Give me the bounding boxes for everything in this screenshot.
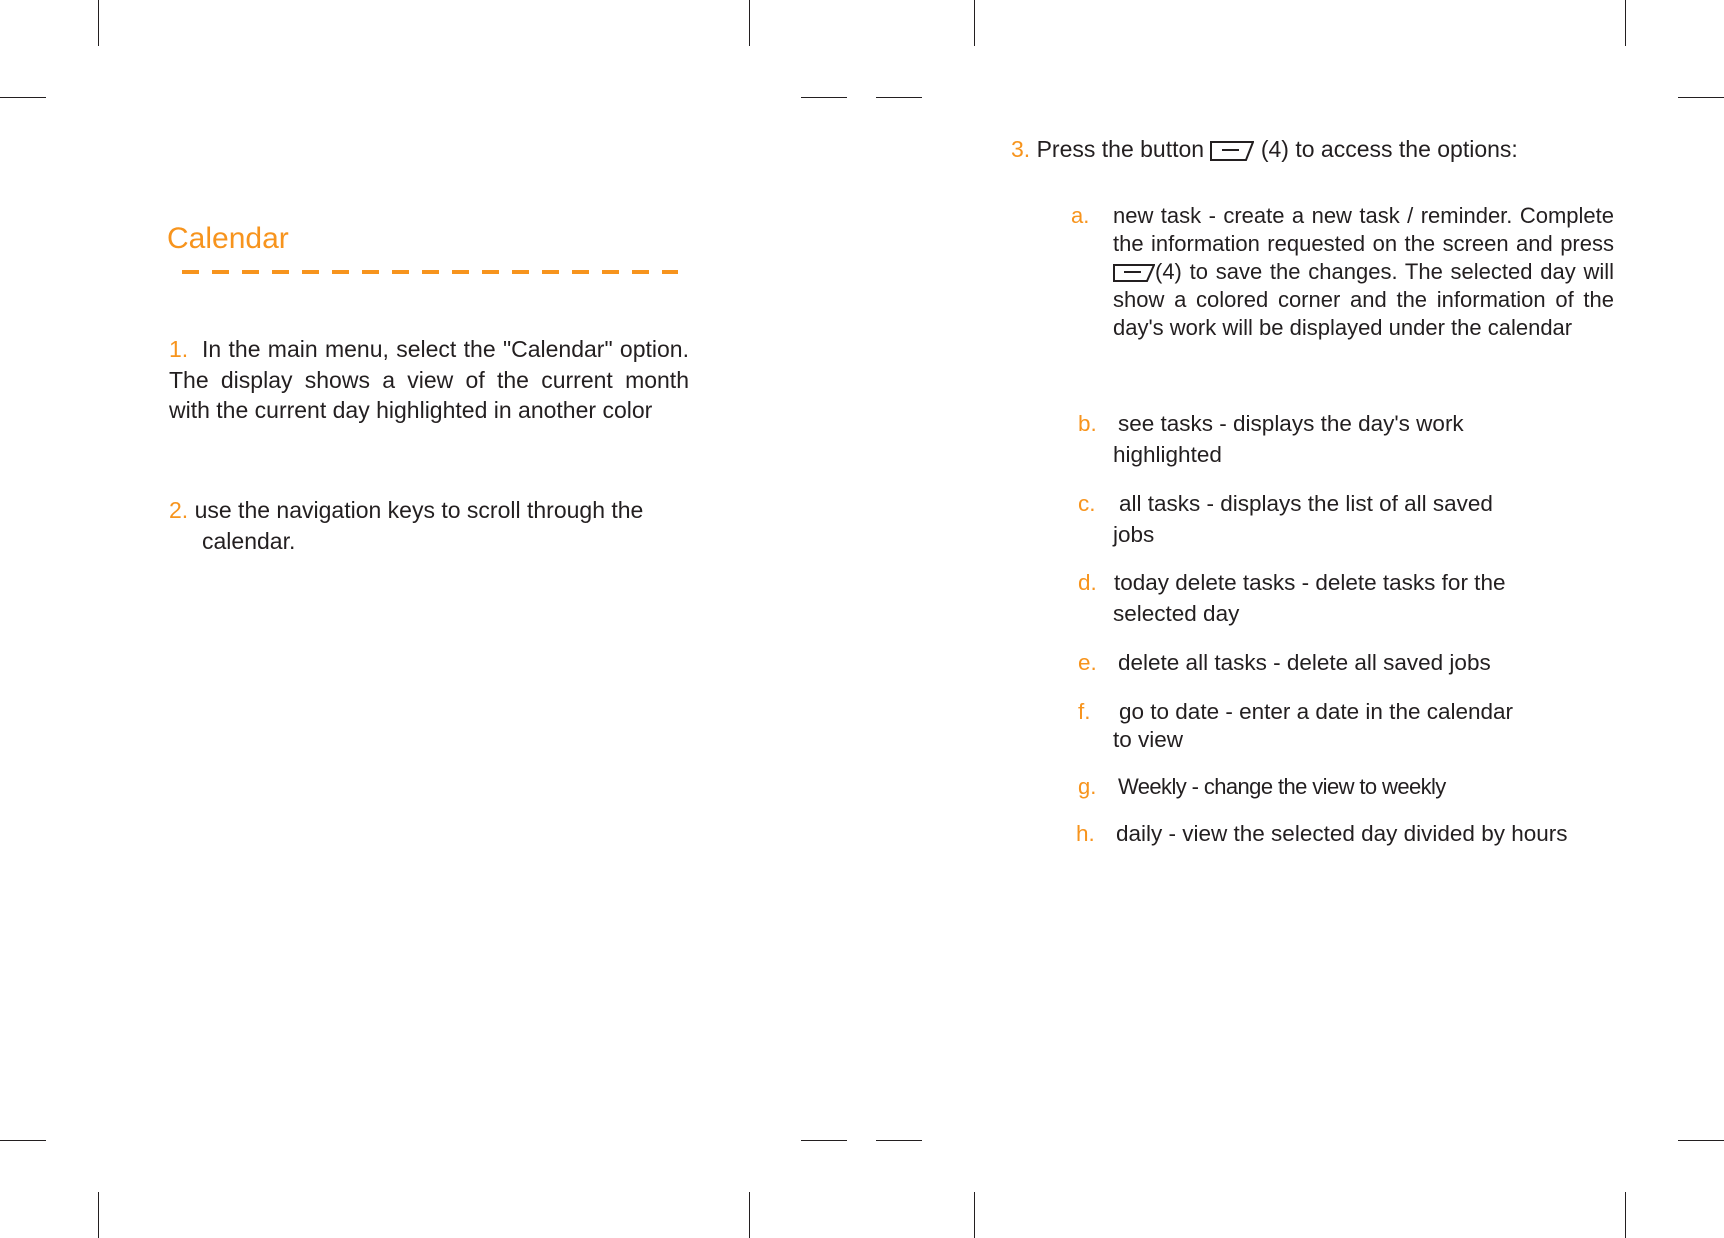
option-letter: d.	[1078, 570, 1097, 595]
option-text: selected day	[1113, 601, 1240, 626]
crop-mark	[801, 97, 847, 98]
step-text: In the main menu, select the "Calendar" option. The display shows a view of the current month with the current day highlighted in another color	[169, 336, 689, 423]
crop-mark	[749, 0, 750, 46]
crop-mark	[1678, 1140, 1724, 1141]
option-text: highlighted	[1113, 442, 1222, 467]
step-text: Press the button	[1036, 136, 1205, 162]
option-text: go to date - enter a date in the calendar	[1119, 699, 1514, 724]
option-text: to view	[1113, 727, 1184, 752]
option-text: new task - create a new task / reminder. Complete the information requested on the screen and press	[1113, 203, 1614, 256]
step-3	[1011, 134, 1518, 164]
crop-mark	[749, 1192, 750, 1238]
option-c	[1078, 488, 1493, 550]
option-d	[1078, 567, 1505, 629]
page-title: Calendar	[167, 222, 289, 255]
crop-mark	[0, 97, 46, 98]
crop-mark	[1625, 0, 1626, 46]
option-h	[1076, 818, 1568, 849]
step-number: 2.	[169, 497, 189, 523]
option-text: Weekly - change the view to weekly	[1118, 774, 1446, 799]
crop-mark	[0, 1140, 46, 1141]
crop-mark	[98, 1192, 99, 1238]
step-number: 3.	[1011, 136, 1031, 162]
option-letter: g.	[1078, 774, 1097, 799]
option-text: jobs	[1113, 522, 1155, 547]
step-text: (4) to access the options:	[1260, 136, 1518, 162]
step-number: 1.	[169, 336, 189, 362]
option-letter: b.	[1078, 411, 1097, 436]
step-2	[169, 495, 643, 556]
option-letter: f.	[1078, 699, 1091, 724]
option-text: today delete tasks - delete tasks for the	[1114, 570, 1506, 595]
step-text: use the navigation keys to scroll through the	[194, 497, 644, 523]
crop-mark	[974, 1192, 975, 1238]
option-text: delete all tasks - delete all saved jobs	[1118, 650, 1491, 675]
option-text: daily - view the selected day divided by hours	[1116, 821, 1568, 846]
option-letter: h.	[1076, 821, 1095, 846]
option-letter: a.	[1071, 203, 1090, 228]
crop-mark	[98, 0, 99, 46]
option-text: (4) to save the changes. The selected day will show a colored corner and the information of the day's work will be displayed under the calendar	[1113, 259, 1614, 340]
step-1	[169, 334, 689, 426]
option-letter: e.	[1078, 650, 1097, 675]
soft-key-icon	[1210, 140, 1254, 162]
option-f	[1078, 698, 1513, 754]
title-divider	[182, 270, 682, 274]
option-e	[1078, 647, 1491, 678]
option-letter: c.	[1078, 491, 1096, 516]
crop-mark	[876, 97, 922, 98]
crop-mark	[1625, 1192, 1626, 1238]
step-text: calendar.	[202, 527, 296, 554]
option-g	[1078, 772, 1446, 802]
option-a	[1071, 202, 1614, 342]
crop-mark	[876, 1140, 922, 1141]
crop-mark	[1678, 97, 1724, 98]
crop-mark	[801, 1140, 847, 1141]
option-text: see tasks - displays the day's work	[1118, 411, 1464, 436]
option-text: all tasks - displays the list of all saved	[1119, 491, 1493, 516]
crop-mark	[974, 0, 975, 46]
soft-key-icon	[1113, 263, 1155, 283]
option-b	[1078, 408, 1464, 470]
